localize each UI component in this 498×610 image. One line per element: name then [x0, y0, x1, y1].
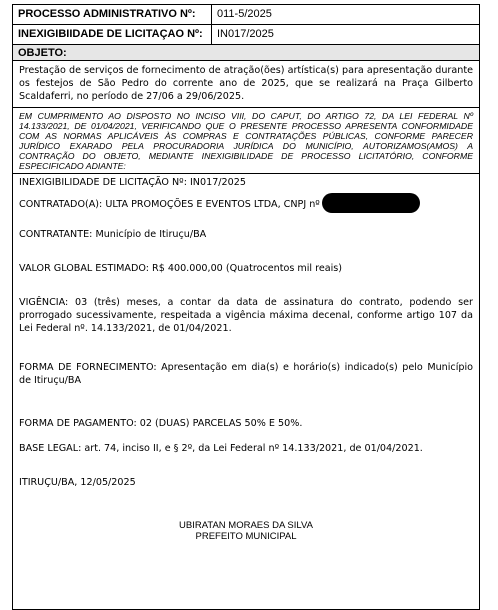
inexigibilidade-row — [13, 25, 479, 45]
signatory-title: PREFEITO MUNICIPAL — [195, 531, 297, 542]
base-legal-line: BASE LEGAL: art. 74, inciso II, e § 2º, da Lei Federal nº 14.133/2021, de 01/04/2021. — [19, 443, 423, 454]
contratado-text: CONTRATADO(A): ULTA PROMOÇÕES E EVENTOS LTDA, CNPJ nº — [19, 199, 320, 210]
contratante-line: CONTRATANTE: Município de Itiruçu/BA — [19, 229, 207, 240]
pagamento-line: FORMA DE PAGAMENTO: 02 (DUAS) PARCELAS 50% E 50%. — [19, 418, 303, 429]
contratado-line — [19, 193, 473, 213]
redaction-mark — [322, 193, 420, 213]
processo-value: 011-5/2025 — [217, 8, 272, 20]
document-body — [13, 174, 479, 609]
inexigibilidade-line: INEXIGIBILIDADE DE LICITAÇÃO Nº: IN017/2025 — [19, 177, 246, 188]
processo-label: PROCESSO ADMINISTRATIVO Nº: — [13, 5, 212, 24]
objeto-label: OBJETO: — [13, 45, 479, 61]
vigencia-paragraph: VIGÊNCIA: 03 (três) meses, a contar da data de assinatura do contrato, podendo ser prorrogado sucessivamente, respeitada a vigência máxima decenal, conforme artigo 107 da Lei Federal nº. 14.133/2021, de 01/04/2021. — [19, 297, 473, 334]
legal-authorization-text: EM CUMPRIMENTO AO DISPOSTO NO INCISO VIII, DO CAPUT, DO ARTIGO 72, DA LEI FEDERAL Nº 14.133/2021, DE 01/04/2021, VERIFICANDO QUE O PRESENTE PROCESSO APRESENTA CONFORMIDADE COM AS NORMAS APLICÁVEIS ÀS COMPRAS E CONTRATAÇÕES PÚBLICAS, CONFORME PARECER JURÍDICO EXARADO PELA PROCURADORIA JURÍDICA DO MUNICÍPIO, AUTORIZAMOS(AMOS) A CONTRAÇÃO DO OBJETO, MEDIANTE INEXIGIBILIDADE DE PROCESSO LICITATÓRIO, CONFORME ESPECIFICADO ADIANTE: — [13, 108, 479, 174]
local-data-line: ITIRUÇU/BA, 12/05/2025 — [19, 477, 136, 488]
valor-line: VALOR GLOBAL ESTIMADO: R$ 400.000,00 (Quatrocentos mil reais) — [19, 263, 343, 274]
signatory-name: UBIRATAN MORAES DA SILVA — [179, 520, 313, 531]
objeto-text: Prestação de serviços de fornecimento de atração(ões) artística(s) para apresentação durante os festejos de São Pedro do corrente ano de 2025, que se realizará na Praça Gilberto Scaldaferri, no período de 27/06 a 29/06/2025. — [13, 61, 479, 108]
fornecimento-paragraph: FORMA DE FORNECIMENTO: Apresentação em dia(s) e horário(s) indicado(s) pelo Município de Itiruçu/BA — [19, 362, 473, 386]
processo-row — [13, 5, 479, 25]
document-frame — [12, 4, 480, 610]
inexigibilidade-label: INEXIGIBIIDADE DE LICITAÇAO Nº: — [13, 25, 212, 44]
inexigibilidade-value: IN017/2025 — [217, 28, 274, 40]
